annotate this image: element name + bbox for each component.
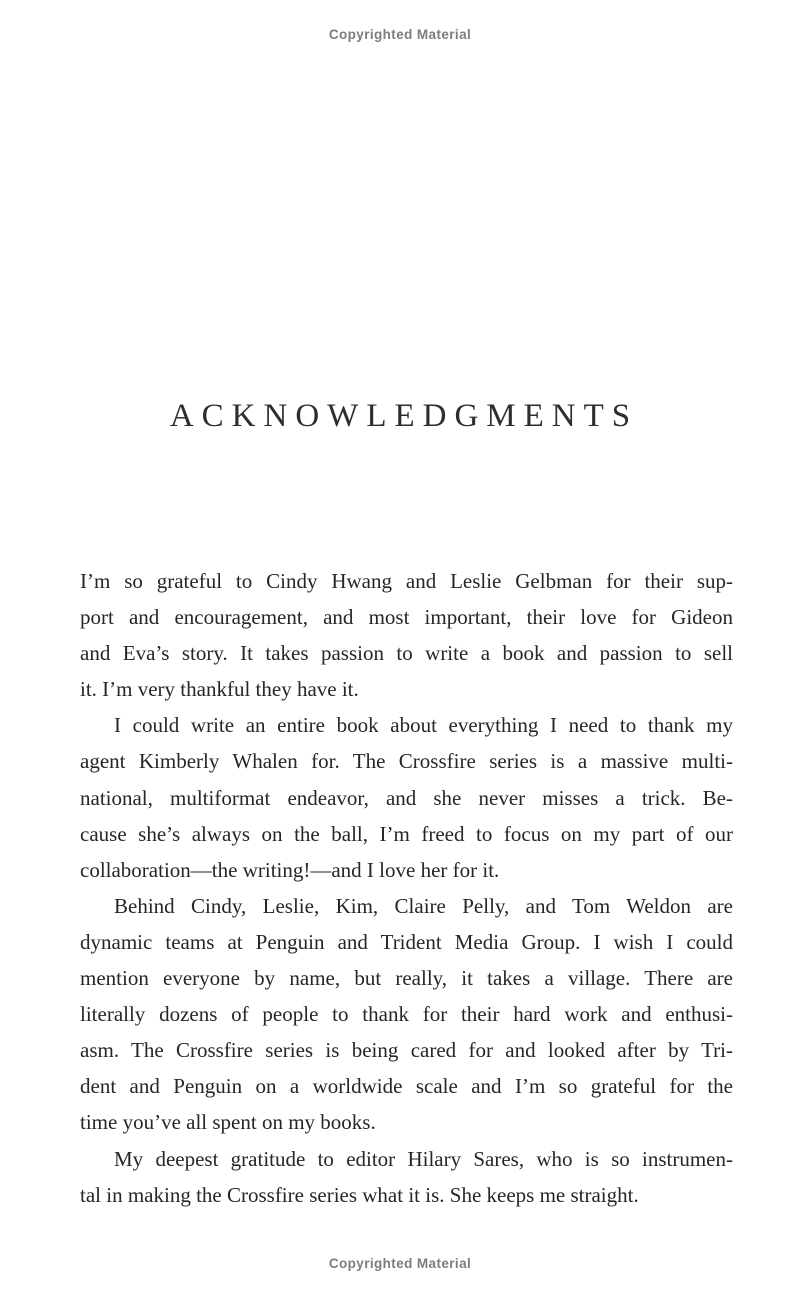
text-line: mention everyone by name, but really, it takes a village. There are <box>80 966 733 991</box>
text-line: dynamic teams at Penguin and Trident Media Group. I wish I could <box>80 929 733 954</box>
text-line: agent Kimberly Whalen for. The Crossfire series is a massive multi- <box>80 749 733 774</box>
acknowledgments-body <box>80 563 733 1213</box>
text-line: I’m so grateful to Cindy Hwang and Leslie Gelbman for their sup- <box>80 569 733 593</box>
text-line: My deepest gratitude to editor Hilary Sares, who is so instrumen- <box>114 1146 733 1171</box>
text-line: asm. The Crossfire series is being cared for and looked after by Tri- <box>80 1038 733 1063</box>
paragraph <box>80 888 733 1141</box>
text-line: time you’ve all spent on my books. <box>80 1110 376 1135</box>
text-line: literally dozens of people to thank for their hard work and enthusi- <box>80 1002 733 1027</box>
paragraph <box>80 1141 733 1213</box>
text-line: dent and Penguin on a worldwide scale and I’m so grateful for the <box>80 1074 733 1099</box>
text-line: it. I’m very thankful they have it. <box>80 677 359 702</box>
paragraph <box>80 707 733 887</box>
text-line: national, multiformat endeavor, and she never misses a trick. Be- <box>80 785 733 810</box>
text-line: Behind Cindy, Leslie, Kim, Claire Pelly, and Tom Weldon are <box>114 893 733 918</box>
text-line: port and encouragement, and most important, their love for Gideon <box>80 605 733 630</box>
text-line: I could write an entire book about everything I need to thank my <box>114 713 733 738</box>
text-line: and Eva’s story. It takes passion to write a book and passion to sell <box>80 641 733 666</box>
copyright-notice-top: Copyrighted Material <box>328 27 472 42</box>
text-line: tal in making the Crossfire series what it is. She keeps me straight. <box>80 1182 639 1207</box>
text-line: cause she’s always on the ball, I’m freed to focus on my part of our <box>80 821 733 846</box>
chapter-title: ACKNOWLEDGMENTS <box>169 398 639 435</box>
copyright-notice-bottom: Copyrighted Material <box>328 1256 472 1271</box>
paragraph <box>80 563 733 707</box>
text-line: collaboration—the writing!—and I love her for it. <box>80 857 500 882</box>
